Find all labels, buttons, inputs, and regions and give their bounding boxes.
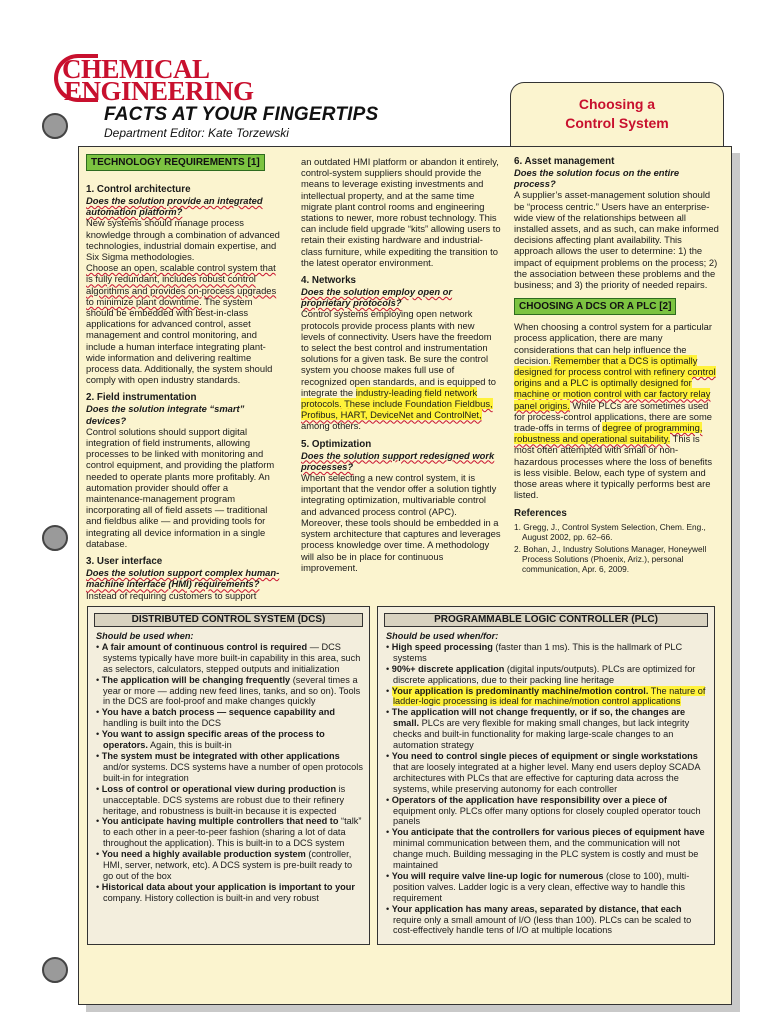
list-item-lead: 90%+ discrete application xyxy=(391,663,505,674)
question-asset-management: Does the solution focus on the entire process? xyxy=(514,167,680,190)
list-item-text: The nature of ladder-logic processing is ideal for machine/motion control applications xyxy=(393,685,706,707)
list-item-lead: You anticipate that the controllers for various pieces of equipment have xyxy=(391,827,705,838)
heading-networks: 4. Networks xyxy=(301,275,356,287)
paragraph: When selecting a new control system, it is important that the vendor offer a solution tightly integrating optimization, multivariable control and advanced process control (APC). Moreover, these tools should be embedded in a system architecture that captures and leverages process knowledge over time. A methodology will also be in place for continuous improvement. xyxy=(301,472,501,573)
heading-optimization: 5. Optimization xyxy=(301,438,372,450)
text: Control systems employing open network protocols provide process plants with new levels of connectivity. Users have the freedom to select the best control and instrumentation solutions for a given task. Be sure the control system you choose makes full use of recognized open standards, and is equipped to integrate the xyxy=(301,308,496,398)
heading-user-interface: 3. User interface xyxy=(86,556,163,568)
list-item-lead: Loss of control or operational view during production xyxy=(101,783,337,794)
binder-hole xyxy=(42,113,68,139)
paragraph: A supplier’s asset-management solution should be “process centric.” Users have an enterprise-wide view of the relationships between all installed assets, and as such, can make informed decisions affecting plant availability. This approach allows the user to determine: 1) the impact of equipment problems on the process; 2) the association between these problems and the business; and 3) the priority of needed repairs. xyxy=(514,189,719,291)
underlined-text: Choose an open, scalable control system that is fully redundant, includes robust control algorithms and provides on-process upgrades to minimize plant downtime. xyxy=(86,262,277,307)
list-item-lead: Operators of the application have responsibility over a piece of xyxy=(391,794,667,805)
column-3 xyxy=(514,156,719,574)
list-item-lead: You anticipate having multiple controllers that need to xyxy=(101,816,339,827)
paragraph: Control solutions should support digital integration of field instruments, allowing processes to be linked with monitoring and control equipment, and providing the platform needed to operate plants more profitably. An automation provider should offer a maintenance-management program incorporating all of field assets — traditional and fieldbus alike — and providing tools for integrating all device information in a single database. xyxy=(86,425,275,549)
list-item xyxy=(96,882,363,904)
list-item xyxy=(96,707,363,729)
list-item-text: (faster than 1 ms). This is the hallmark of PLC systems xyxy=(393,641,683,663)
paragraph xyxy=(301,308,501,431)
topic-title-line2: Control System xyxy=(565,115,669,131)
plc-box-body xyxy=(386,631,708,936)
list-item-text: (controller, HMI, server, network, etc). A DCS system is pre-built ready to go out of the box xyxy=(103,849,353,881)
references-title: References xyxy=(514,508,567,520)
dcs-lead: Should be used when: xyxy=(96,631,194,641)
list-item-text: company. History collection is built-in and very robust xyxy=(103,892,319,903)
list-item xyxy=(386,642,708,664)
reference-item: 1. Gregg, J., Control System Selection, Chem. Eng., August 2002, pp. 62–66. xyxy=(514,521,706,542)
list-item-text: that are loosely integrated at a higher level. Many end users deploy SCADA architectures with PLCs that are effective for capturing data across the systems, while preserving autonomy for each controller xyxy=(393,761,700,794)
list-item-lead: You want to assign specific areas of the process to operators. xyxy=(101,729,325,751)
question-user-interface: Does the solution support complex human-machine interface (HMI) requirements? xyxy=(86,567,280,590)
list-item xyxy=(386,827,708,871)
highlighted-text: degree of programming, robustness and operational suitability. xyxy=(514,422,703,445)
list-item-lead: You will require valve line-up logic for numerous xyxy=(391,870,604,881)
list-item-lead: Your application is predominantly machine/motion control. xyxy=(391,685,649,696)
chemical-engineering-logo xyxy=(54,54,274,106)
reference-item: 2. Bohan, J., Industry Solutions Manager, Honeywell Process Solutions (Phoenix, Ariz.), personal communication, Apr. 6, 2009. xyxy=(514,543,707,574)
list-item-text: — DCS systems typically have more built-in capability in this area, such as selectors, calculators, stepped outputs and initialization xyxy=(103,641,361,674)
paragraph xyxy=(514,321,719,500)
logo-text-line1: CHEMICAL xyxy=(62,54,210,84)
section-bar-label: TECHNOLOGY REQUIREMENTS [1] xyxy=(91,157,260,168)
paragraph: an outdated HMI platform or abandon it entirely, control-system suppliers should provide the means to leverage existing investments and intellectual property, and at the same time migrate plant control rooms and engineering stations to newer, more robust technology. This can include field upgrade “kits” allowing users to retain their existing hardware and industrial-class furniture, while expediting the transition to the latest operator environment. xyxy=(301,156,501,268)
section-bar-technology xyxy=(86,154,265,171)
text: The system should be embedded with best-in-class applications for advanced control, asset management and control monitoring, and include a human interface integrating plant-wide information and delivering realtime process data. Additionally, the system should comply with open industry standards. xyxy=(86,295,273,386)
paragraph xyxy=(86,262,282,385)
plc-box-title: PROGRAMMABLE LOGIC CONTROLLER (PLC) xyxy=(384,613,708,627)
list-item-text: is unacceptable. DCS systems are robust due to their refinery heritage, and robustness is built-in because it is expected xyxy=(103,783,346,816)
list-item-text: “talk” to each other in a peer-to-peer fashion (sharing a lot of data throughout the application). This is built-in to a DCS system xyxy=(103,816,362,849)
list-item xyxy=(386,751,708,795)
column-2 xyxy=(301,156,501,573)
column-1 xyxy=(86,152,282,601)
list-item-lead: You have a batch process — sequence capability and xyxy=(101,707,335,718)
list-item xyxy=(96,675,363,708)
list-item xyxy=(96,816,363,849)
binder-hole xyxy=(42,525,68,551)
question-field-instrumentation: Does the solution integrate “smart” devices? xyxy=(86,403,245,426)
list-item xyxy=(386,664,708,686)
paragraph: New systems should manage process knowledge through a combination of advanced technologies, industrial domain expertise, and Six Sigma methodologies. xyxy=(86,217,280,263)
list-item-text: and/or systems. DCS systems have a number of open protocols built-in for integration xyxy=(103,761,363,783)
text: While PLCs are sometimes used for process-control applications, there are some trade-offs in terms of xyxy=(514,399,713,434)
dcs-box xyxy=(87,606,370,945)
list-item-text: (digital inputs/outputs). PLCs are optimized for discrete applications, due to their packing line heritage xyxy=(393,663,696,685)
list-item xyxy=(386,707,708,751)
series-title: FACTS AT YOUR FINGERTIPS xyxy=(104,104,379,125)
list-item-lead: You need to control single pieces of equipment or single workstations xyxy=(391,750,698,761)
list-item xyxy=(386,904,708,937)
list-item-text: (close to 100), multi-position valves. Ladder logic is a very clean, effective way to handle this requirement xyxy=(393,870,690,903)
list-item-text: minimal communication between them, and the communication will not change much. Building messaging in the PLC system is costly and must be maintained xyxy=(393,838,699,871)
department-editor: Department Editor: Kate Torzewski xyxy=(104,126,289,140)
list-item-text: equipment only. PLCs offer many options for closely coupled operator touch panels xyxy=(393,805,701,827)
list-item-text: PLCs are very flexible for making small changes, but lack integrity checks and built-in functionality for making large-scale changes to an automation strategy xyxy=(393,718,690,751)
list-item-text: handling is built into the DCS xyxy=(103,718,221,729)
logo-text-line2: ENGINEERING xyxy=(64,76,254,106)
plc-list xyxy=(386,642,708,936)
section-bar-label: CHOOSING A DCS OR A PLC [2] xyxy=(519,301,672,313)
list-item xyxy=(96,642,363,675)
dcs-box-body xyxy=(96,631,363,904)
heading-control-architecture: 1. Control architecture xyxy=(86,184,191,195)
list-item-lead: The system must be integrated with other applications xyxy=(101,750,340,761)
list-item-text: Again, this is built-in xyxy=(147,740,232,751)
list-item-text: (several times a year or more — adding new feed lines, tanks, and so on). Tools in the DCS are fool-proof and make changes quickly xyxy=(103,674,361,707)
text: When choosing a control system for a particular process application, there are many considerations that can help influence the decision. xyxy=(514,321,713,366)
list-item-lead: High speed processing xyxy=(391,641,493,652)
list-item-text: require only a small amount of I/O (less than 100). PLCs can be scaled to cost-effectively handle tens of I/O at multiple locations xyxy=(393,914,692,936)
question-control-architecture: Does the solution provide an integrated automation platform? xyxy=(86,195,263,218)
list-item xyxy=(96,751,363,784)
question-optimization: Does the solution support redesigned work processes? xyxy=(301,449,495,472)
text: This is most often attempted with small or non-hazardous processes where the loss of benefits is less visible. Below, each type of system and those areas where it typically performs best are listed. xyxy=(514,433,713,501)
heading-asset-management: 6. Asset management xyxy=(514,156,615,167)
list-item-lead: You need a highly available production system xyxy=(101,849,306,860)
paragraph: Instead of requiring customers to support xyxy=(86,589,257,601)
list-item xyxy=(96,784,363,817)
list-item-lead: Historical data about your application is important to your xyxy=(101,881,355,892)
list-item-lead: A fair amount of continuous control is required xyxy=(101,641,308,652)
list-item-lead: Your application has many areas, separated by distance, that each xyxy=(391,903,682,914)
dcs-list xyxy=(96,642,363,904)
list-item xyxy=(96,849,363,882)
topic-title-line1: Choosing a xyxy=(578,96,656,112)
plc-box xyxy=(377,606,715,945)
question-networks: Does the solution employ open or proprietary protocols? xyxy=(301,286,453,309)
plc-lead: Should be used when/for: xyxy=(386,631,499,641)
list-item xyxy=(386,795,708,828)
text: among others. xyxy=(301,420,361,432)
section-bar-dcs-plc xyxy=(514,298,676,315)
dcs-box-title: DISTRIBUTED CONTROL SYSTEM (DCS) xyxy=(94,613,363,627)
list-item xyxy=(386,871,708,904)
binder-hole xyxy=(42,957,68,983)
list-item xyxy=(96,729,363,751)
topic-title xyxy=(511,95,723,133)
highlighted-text: industry-leading field network protocols. These include Foundation Fieldbus, Profibus, HART, DeviceNet and ControlNet, xyxy=(301,386,493,421)
list-item-lead: The application will be changing frequently xyxy=(101,674,291,685)
list-item xyxy=(386,686,708,708)
heading-field-instrumentation: 2. Field instrumentation xyxy=(86,392,197,404)
highlighted-text: Remember that a DCS is optimally designed for process control with refinery control origins and a PLC is optimally designed for machine or motion control with car factory relay panel origins. xyxy=(514,354,716,411)
list-item-lead: The application will not change frequently, or if so, the changes are small. xyxy=(391,707,686,729)
